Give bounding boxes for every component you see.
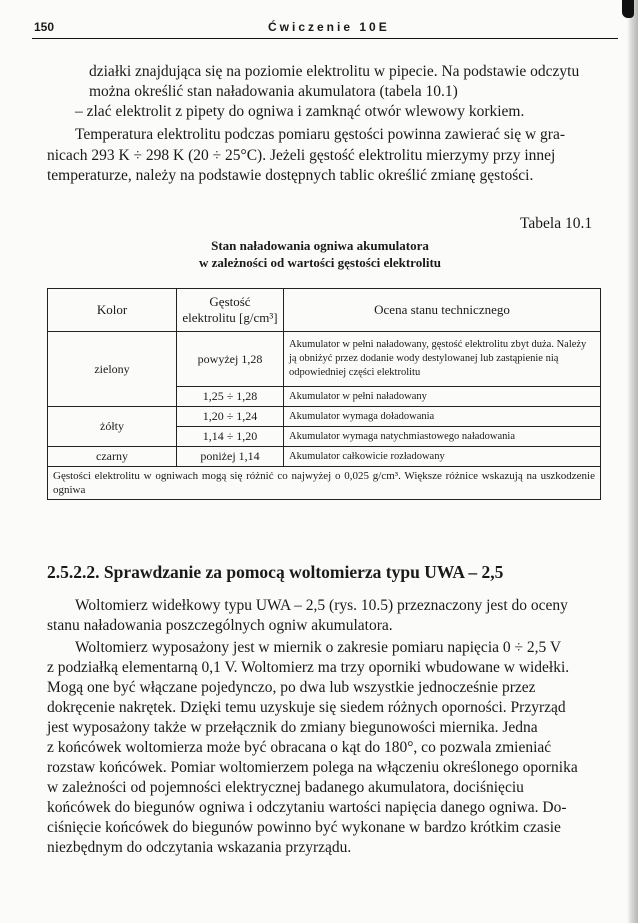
cell-ocena: Akumulator wymaga natychmiastowego naładowania [284,427,601,447]
cell-kolor: zielony [48,332,177,407]
header-kolor: Kolor [48,289,177,332]
cell-kolor: żółty [48,407,177,447]
cell-ocena: Akumulator całkowicie rozładowany [284,447,601,467]
page-number: 150 [34,20,55,34]
section-line: Mogą one być włączane pojedynczo, po dwa lub wszystkie jednocześnie przez [47,679,536,696]
header-gestosc-line: Gęstość [209,294,251,309]
binding-mark [622,0,634,18]
cell-ocena: Akumulator wymaga doładowania [284,407,601,427]
table-header-row [48,289,601,332]
cell-gestosc: poniżej 1,14 [177,447,284,467]
table-note-row [48,467,601,500]
section-line: z podziałką elementarną 0,1 V. Woltomierz ma trzy oporniki wbudowane w widełki. [47,659,570,676]
table-title-line: w zależności od wartości gęstości elektrolitu [198,255,442,270]
header-rule [32,38,618,39]
intro-line: nicach 293 K ÷ 298 K (20 ÷ 25°C). Jeżeli gęstość elektrolitu mierzymy przy innej [47,147,556,164]
table-row [48,407,601,427]
header-ocena: Ocena stanu technicznego [284,289,601,332]
section-line: Woltomierz wyposażony jest w miernik o zakresie pomiaru napięcia 0 ÷ 2,5 V [75,639,562,656]
section-title: 2.5.2.2. Sprawdzanie za pomocą woltomierza typu UWA – 2,5 [47,562,504,582]
table-title-line: Stan naładowania ogniwa akumulatora [211,238,429,253]
intro-line: temperaturze, należy na podstawie dostępnych tablic określić zmianę gęstości. [47,167,534,184]
cell-kolor: czarny [48,447,177,467]
intro-line: działki znajdująca się na poziomie elektrolitu w pipecie. Na podstawie odczytu [89,63,580,80]
cell-gestosc: 1,20 ÷ 1,24 [177,407,284,427]
page-edge-shadow [627,0,638,923]
table-label: Tabela 10.1 [520,215,593,232]
table-row [48,447,601,467]
header-gestosc [177,289,284,332]
section-line: w zależności od pojemności elektrycznej badanego akumulatora, dociśnięciu [47,779,524,796]
table-note: Gęstości elektrolitu w ogniwach mogą się różnić co najwyżej o 0,025 g/cm³. Większe różnice wskazują na uszkodzenie ogniwa [48,467,601,500]
battery-state-table [47,288,601,500]
table-title [120,237,520,271]
section-line: ciśnięcie końcówek do biegunów powinno być wykonane w bardzo krótkim czasie [47,819,561,836]
section-line: rozstaw końcówek. Pomiar woltomierzem polega na włączeniu określonego opornika [47,759,578,776]
cell-ocena: Akumulator w pełni naładowany, gęstość elektrolitu zbyt duża. Należy ją obniżyć przez dodanie wody destylowanej lub zastąpienie nią odpowiedniej części elektrolitu [284,332,601,387]
cell-gestosc: 1,25 ÷ 1,28 [177,387,284,407]
intro-line: Temperatura elektrolitu podczas pomiaru gęstości powinna zawierać się w gra- [75,126,565,143]
section-line: jest wyposażony także w przełącznik do zmiany biegunowości miernika. Jedna [47,719,538,736]
section-line: Woltomierz widełkowy typu UWA – 2,5 (rys. 10.5) przeznaczony jest do oceny [75,597,568,614]
header-gestosc-line: elektrolitu [g/cm³] [182,310,278,325]
section-line: końcówek do biegunów ogniwa i odczytaniu wartości napięcia danego ogniwa. Do- [47,799,567,816]
running-title: Ćwiczenie 10E [268,20,390,34]
cell-gestosc: powyżej 1,28 [177,332,284,387]
section-line: niezbędnym do odczytania wskazania przyrządu. [47,839,352,856]
section-line: dokręcenie nakrętek. Dzięki temu uzyskuje się siedem różnych oporności. Przyrząd [47,699,566,716]
intro-line: można określić stan naładowania akumulatora (tabela 10.1) [89,83,458,100]
table-row [48,332,601,387]
cell-gestosc: 1,14 ÷ 1,20 [177,427,284,447]
intro-line: – zlać elektrolit z pipety do ogniwa i zamknąć otwór wlewowy korkiem. [75,103,525,120]
section-line: z końcówek woltomierza może być obracana o kąt do 180°, co pozwala zmieniać [47,739,552,756]
section-line: stanu naładowania poszczególnych ogniw akumulatora. [47,617,393,634]
cell-ocena: Akumulator w pełni naładowany [284,387,601,407]
